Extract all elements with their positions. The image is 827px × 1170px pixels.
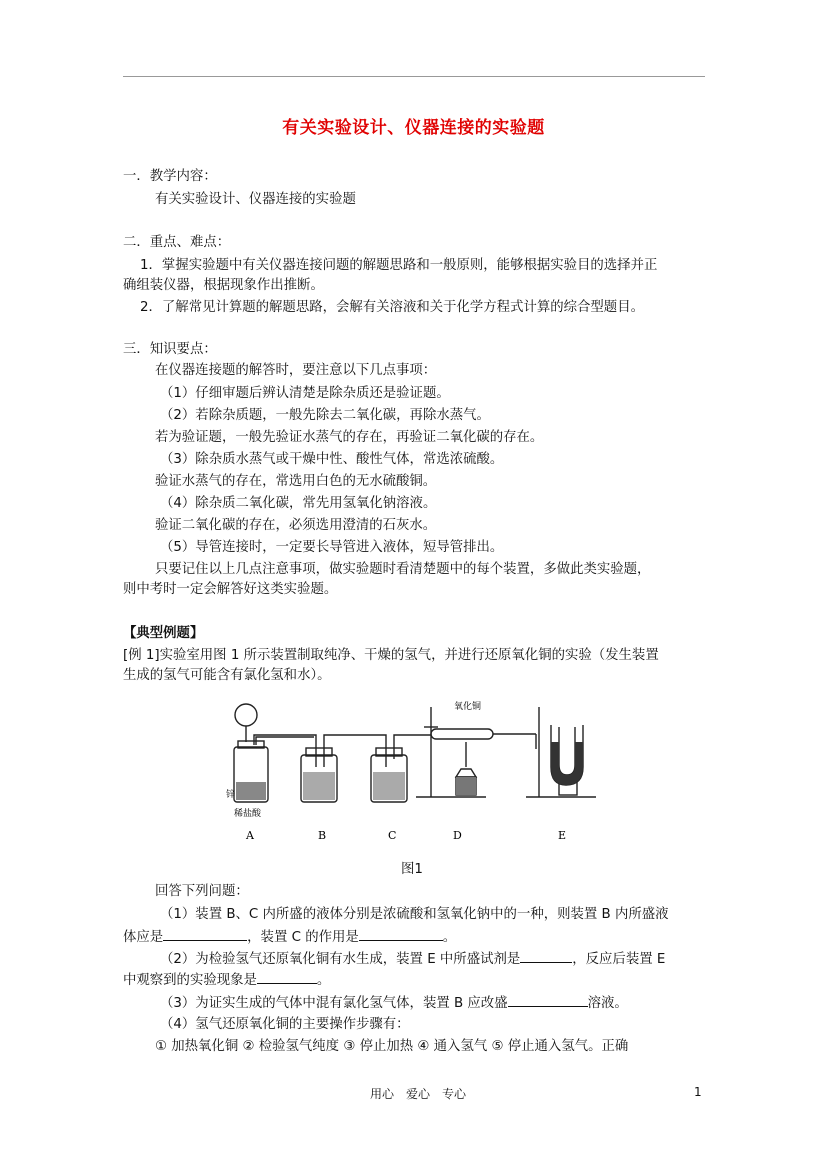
label-d: D: [453, 829, 462, 842]
answer-blank[interactable]: [359, 927, 443, 941]
section-1-body: 有关实验设计、仪器连接的实验题: [155, 192, 356, 207]
section-3-heading: 三．知识要点：: [123, 342, 217, 357]
knowledge-line: 验证二氧化碳的存在，必须选用澄清的石灰水。: [155, 518, 437, 533]
knowledge-line: （2）若除杂质题，一般先除去二氧化碳，再除水蒸气。: [160, 408, 490, 423]
header-rule: [123, 76, 705, 77]
label-c: C: [388, 829, 397, 842]
section-2-point-2: 2．了解常见计算题的解题思路，会解有关溶液和关于化学方程式计算的综合型题目。: [140, 300, 644, 315]
question-1-text-1: 体应是: [123, 930, 164, 945]
figure-caption: 图1: [401, 862, 423, 877]
question-3-text-1: （3）为证实生成的气体中混有氯化氢气体，装置 B 应改盛: [160, 996, 508, 1011]
label-zinc: 锌: [226, 790, 236, 800]
knowledge-line: 验证水蒸气的存在，常选用白色的无水硫酸铜。: [155, 474, 437, 489]
label-e: E: [558, 829, 567, 842]
question-2-line-b: [123, 970, 330, 991]
section-2-heading: 二．重点、难点：: [123, 235, 231, 250]
question-3-text-2: 溶液。: [587, 996, 628, 1011]
knowledge-line: 若为验证题，一般先验证水蒸气的存在，再验证二氧化碳的存在。: [155, 430, 544, 445]
answer-blank[interactable]: [257, 970, 317, 984]
knowledge-line: 在仪器连接题的解答时，要注意以下几点事项：: [155, 363, 437, 378]
answer-blank[interactable]: [163, 927, 247, 941]
knowledge-line: 只要记住以上几点注意事项，做实验题时看清楚题中的每个装置，多做此类实验题，: [155, 562, 651, 577]
knowledge-line: 则中考时一定会解答好这类实验题。: [123, 582, 338, 597]
example-heading: 【典型例题】: [123, 626, 204, 641]
knowledge-line: （5）导管连接时，一定要长导管进入液体，短导管排出。: [160, 540, 504, 555]
question-3-line: [160, 993, 628, 1014]
apparatus-figure: [226, 697, 616, 847]
section-2-point-1b: 确组装仪器，根据现象作出推断。: [123, 278, 324, 293]
section-1-heading: 一．教学内容：: [123, 169, 217, 184]
label-b: B: [318, 829, 327, 842]
label-dilute-hcl: 稀盐酸: [234, 809, 262, 819]
page-title: 有关实验设计、仪器连接的实验题: [282, 118, 545, 138]
question-1-line-b: [123, 927, 456, 948]
knowledge-line: （1）仔细审题后辨认清楚是除杂质还是验证题。: [160, 386, 450, 401]
section-2-point-1a: 1．掌握实验题中有关仪器连接问题的解题思路和一般原则，能够根据实验目的选择并正: [140, 258, 658, 273]
label-a: A: [246, 829, 254, 842]
example-question-line-2: 生成的氢气可能含有氯化氢和水）。: [123, 668, 331, 683]
question-2-text-1: （2）为检验氢气还原氧化铜有水生成，装置 E 中所盛试剂是: [160, 952, 521, 967]
answer-intro: 回答下列问题：: [155, 884, 249, 899]
example-question-line-1: [例 1]实验室用图 1 所示装置制取纯净、干燥的氢气，并进行还原氧化铜的实验（发生装置: [123, 648, 659, 663]
question-4-line-b: ① 加热氧化铜 ② 检验氢气纯度 ③ 停止加热 ④ 通入氢气 ⑤ 停止通入氢气。正确: [155, 1039, 629, 1054]
question-1-line-a: （1）装置 B、C 内所盛的液体分别是浓硫酸和氢氧化钠中的一种，则装置 B 内所盛液: [160, 907, 669, 922]
answer-blank[interactable]: [520, 949, 572, 963]
question-4-line-a: （4）氢气还原氧化铜的主要操作步骤有：: [160, 1017, 410, 1032]
question-2-text-3: 中观察到的实验现象是: [123, 973, 257, 988]
knowledge-line: （3）除杂质水蒸气或干燥中性、酸性气体，常选浓硫酸。: [160, 452, 504, 467]
page-number: 1: [694, 1085, 702, 1099]
label-copper-oxide: 氧化铜: [454, 702, 482, 712]
question-1-text-2: ，装置 C 的作用是: [247, 930, 359, 945]
knowledge-line: （4）除杂质二氧化碳，常先用氢氧化钠溶液。: [160, 496, 437, 511]
question-2-line-a: [160, 949, 665, 970]
question-1-text-3: 。: [442, 930, 457, 945]
question-2-text-2: ，反应后装置 E: [572, 952, 666, 967]
answer-blank[interactable]: [508, 993, 588, 1007]
footer-text: 用心 爱心 专心: [370, 1087, 467, 1101]
question-2-text-4: 。: [316, 973, 331, 988]
